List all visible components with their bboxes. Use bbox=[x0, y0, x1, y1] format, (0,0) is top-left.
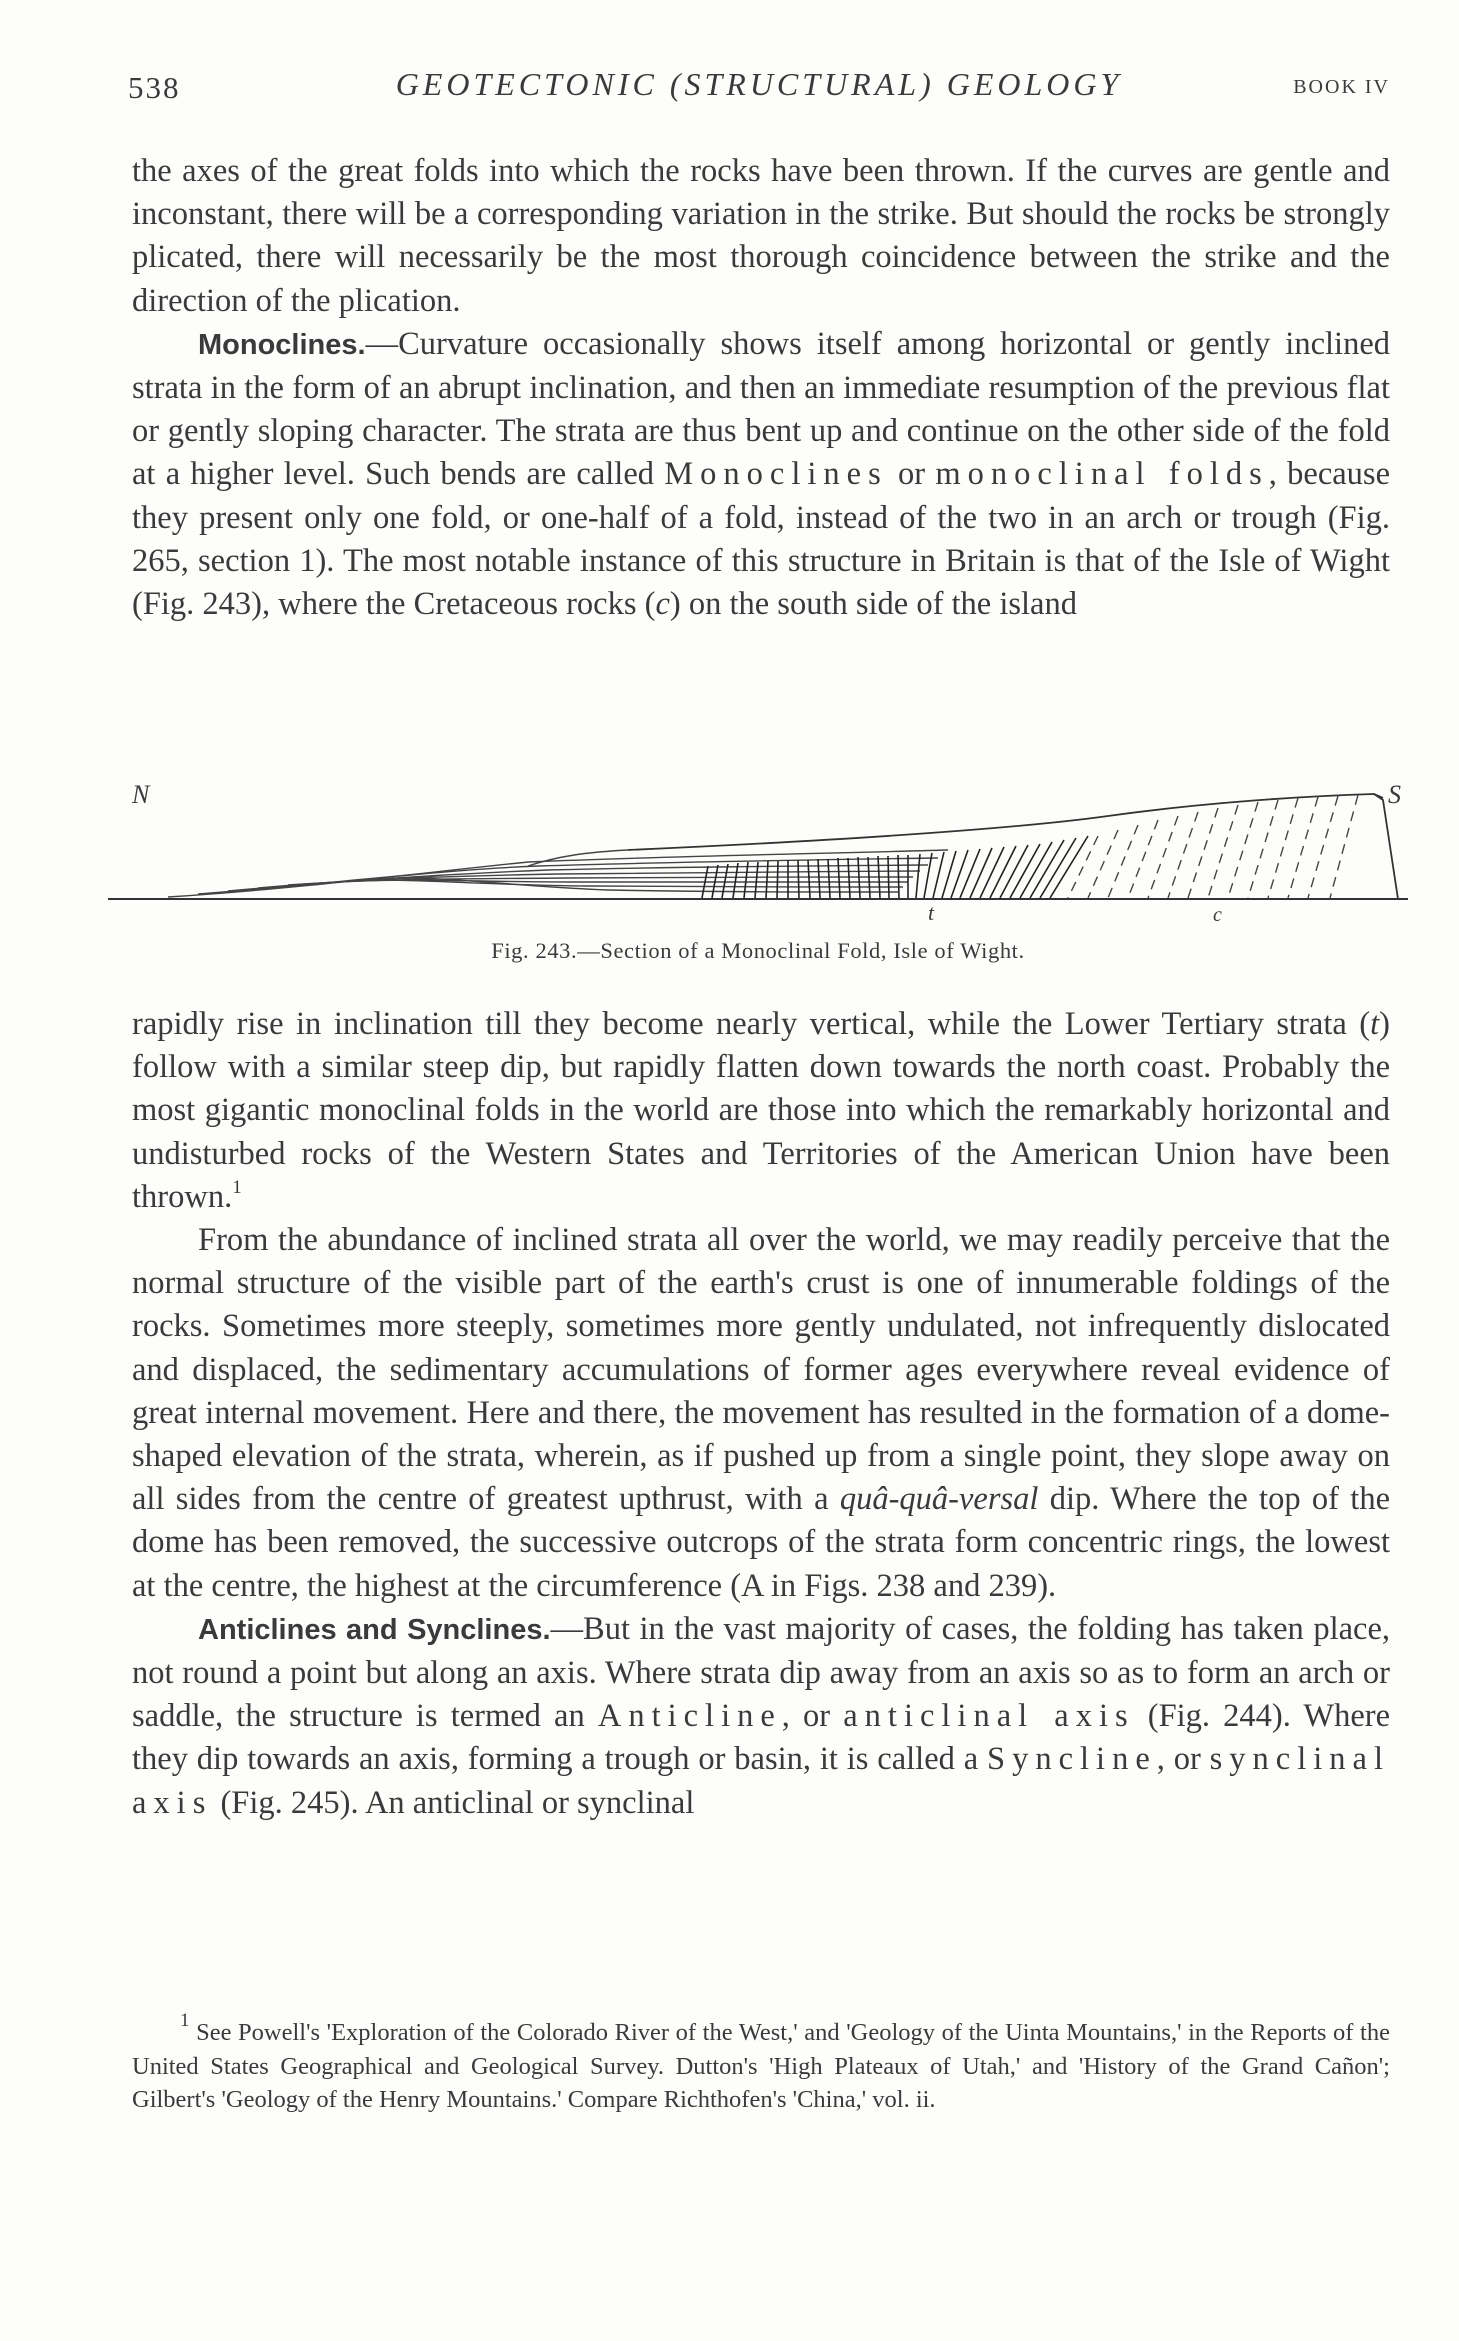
text-run: ) follow with a similar steep dip, but rapidly flatten down towards the north coast. Probably the most gigantic monoclinal folds in the world are those into which the remarkably horizontal and undisturbed rocks of the Western States and Territories of the American Union have been thrown. bbox=[132, 1006, 1390, 1215]
paragraph-monoclines bbox=[132, 323, 1390, 626]
figure-caption: Fig. 243.—Section of a Monoclinal Fold, Isle of Wight. bbox=[491, 938, 1025, 963]
figure-243 bbox=[108, 770, 1408, 990]
label-north: N bbox=[132, 780, 150, 809]
footnote bbox=[132, 2010, 1390, 2117]
label-cretaceous: c bbox=[1213, 904, 1222, 926]
paragraph-anticlines-synclines bbox=[132, 1608, 1390, 1825]
paragraph-inclined-strata bbox=[132, 1219, 1390, 1608]
text-run: —Curvature occasionally shows itself among horizontal or gently inclined strata in the form of an abrupt inclination, and then an immediate resumption of the previous flat or gently sloping character. The strata are thus bent up and continue on the other side of the fold at a higher level. Such bends are called bbox=[132, 325, 1390, 493]
text-run: (Fig. 245). An anticlinal or synclinal bbox=[212, 1784, 695, 1821]
text-run: rapidly rise in inclination till they become nearly vertical, while the Lower Tertiary strata ( bbox=[132, 1006, 1371, 1042]
footnote-marker: 1 bbox=[180, 2010, 190, 2031]
term-synclinal-axis: synclinal axis bbox=[132, 1741, 1390, 1821]
label-tertiary: t bbox=[928, 900, 935, 925]
footnote-reference: 1 bbox=[232, 1176, 242, 1198]
text-run: From the abundance of inclined strata all over the world, we may readily perceive that the normal structure of the visible part of the earth's crust is one of innumerable foldings of the rocks. Sometimes more steeply, sometimes more gently undulated, not infrequently dislocated and displaced, the sedimentary accumulations of former ages everywhere reveal evidence of great internal movement. Here and there, the movement has resulted in the formation of a dome-shaped elevation of the strata, wherein, as if pushed up from a single point, they slope away on all sides from the centre of greatest upthrust, with a bbox=[132, 1222, 1390, 1518]
section-heading-monoclines: Monoclines. bbox=[198, 328, 366, 361]
term-monoclines: Monoclines bbox=[664, 456, 888, 493]
paragraph-monocline-continued bbox=[132, 1003, 1390, 1219]
text-block-lower bbox=[132, 1003, 1390, 1825]
text-run: (Fig. 244). Where they dip towards an axis, forming a trough or basin, it is called a bbox=[132, 1698, 1390, 1778]
term-anticline: Anticline bbox=[597, 1698, 782, 1735]
symbol-c: c bbox=[655, 586, 670, 623]
paragraph-strike: the axes of the great folds into which the rocks have been thrown. If the curves are gentle and inconstant, there will be a corresponding variation in the strike. But should the rocks be strongly plicated, there will necessarily be the most thorough coincidence between the strike and the direction of the plication. bbox=[132, 153, 1390, 319]
symbol-t: t bbox=[1370, 1006, 1380, 1042]
text-block-upper bbox=[132, 150, 1390, 626]
running-header bbox=[128, 66, 1390, 110]
term-syncline: Syncline bbox=[987, 1741, 1157, 1778]
running-title: GEOTECTONIC (STRUCTURAL) GEOLOGY bbox=[395, 66, 1123, 102]
section-heading-anticlines: Anticlines and Synclines. bbox=[198, 1613, 551, 1646]
text-run: ) on the south side of the island bbox=[669, 586, 1077, 623]
text-run: , because they present only one fold, or one-half of a fold, instead of the two in an arch or trough (Fig. 265, section 1). The most notable instance of this structure in Britain is that of the Isle of Wight (Fig. 243), where the Cretaceous rocks ( bbox=[132, 456, 1391, 623]
term-monoclinal-folds: monoclinal folds bbox=[935, 456, 1269, 493]
book-label: BOOK IV bbox=[1293, 76, 1390, 98]
text-run: —But in the vast majority of cases, the folding has taken place, not round a point but along an axis. Where strata dip away from an axis so as to form an arch or saddle, the structure is termed an bbox=[132, 1610, 1390, 1735]
page-number: 538 bbox=[128, 70, 181, 105]
text-run: , or bbox=[1156, 1741, 1210, 1778]
term-qua-qua-versal: quâ-quâ-versal bbox=[839, 1481, 1039, 1518]
term-anticlinal-axis: anticlinal axis bbox=[843, 1698, 1135, 1735]
text-run: dip. Where the top of the dome has been removed, the successive outcrops of the strata form concentric rings, the lowest at the centre, the highest at the circumference (A in Figs. 238 and 239). bbox=[132, 1481, 1390, 1604]
label-south: S bbox=[1388, 780, 1401, 809]
text-run: or bbox=[887, 456, 936, 493]
footnote-text: See Powell's 'Exploration of the Colorado River of the West,' and 'Geology of the Uinta Mountains,' in the Reports of the United States Geographical and Geological Survey. Dutton's 'High Plateaux of Utah,' and 'History of the Grand Cañon'; Gilbert's 'Geology of the Henry Mountains.' Compare Richthofen's 'China,' vol. ii. bbox=[132, 2019, 1390, 2114]
text-run: , or bbox=[781, 1698, 844, 1735]
